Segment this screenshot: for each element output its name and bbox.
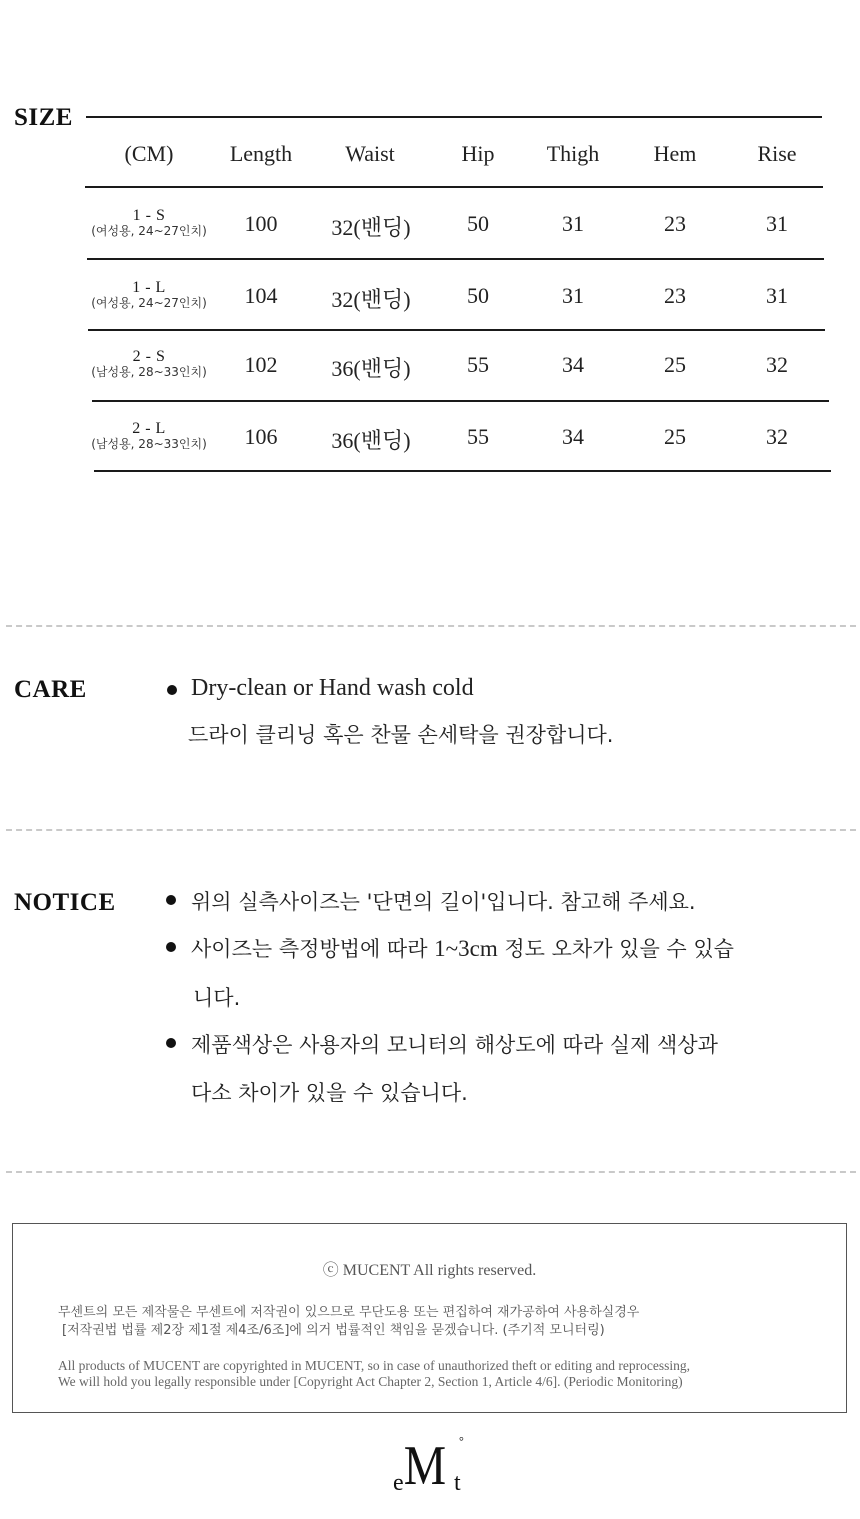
hip-value: 55 — [467, 424, 489, 449]
size-name: 2 - S — [132, 348, 166, 365]
rise-value: 31 — [766, 283, 788, 308]
size-name-cell — [79, 348, 219, 380]
rise-value: 31 — [766, 211, 788, 236]
copyright-box — [12, 1223, 847, 1413]
hem-value: 23 — [664, 211, 686, 236]
copyright-notice-en-2: We will hold you legally responsible under [Copyright Act Chapter 2, Section 1, Article 4/6]. (Periodic Monitoring) — [58, 1374, 683, 1389]
notice-item-2-line-2: 니다. — [193, 986, 241, 1010]
header-hem: Hem — [653, 141, 697, 166]
notice-item-3-line-2: 다소 차이가 있을 수 있습니다. — [191, 1081, 468, 1105]
header-length: Length — [229, 141, 293, 166]
waist-value: 32(밴딩) — [331, 287, 411, 312]
hem-value: 25 — [664, 424, 686, 449]
bullet-dot — [166, 895, 176, 905]
thigh-value: 34 — [562, 424, 584, 449]
section-divider — [6, 625, 856, 627]
size-table-header-rule — [85, 186, 823, 188]
notice-item-2-text-post: 정도 오차가 있을 수 있습 — [497, 937, 734, 961]
logo-degree-mark: ° — [459, 1434, 464, 1448]
waist-value: 36(밴딩) — [331, 356, 411, 381]
notice-item-2-line-1 — [191, 933, 734, 963]
mucent-logo — [390, 1434, 470, 1500]
logo-letter-t: t — [454, 1470, 461, 1496]
waist-value: 32(밴딩) — [331, 215, 411, 240]
bullet-dot — [166, 1038, 176, 1048]
length-value: 100 — [244, 211, 278, 236]
thigh-value: 34 — [562, 352, 584, 377]
copyright-notice-ko-1: 무센트의 모든 제작물은 무센트에 저작권이 있으므로 무단도용 또는 편집하여 재가공하여 사용하실경우 — [58, 1305, 640, 1320]
size-table-bottom-rule — [94, 470, 831, 472]
care-instruction-ko: 드라이 클리닝 혹은 찬물 손세탁을 권장합니다. — [188, 723, 614, 747]
header-waist: Waist — [345, 141, 395, 166]
copyright-notice-ko-2: [저작권법 법률 제2장 제1절 제4조/6조]에 의거 법률적인 책임을 묻겠습니다. (주기적 모니터링) — [62, 1323, 605, 1338]
header-hip: Hip — [461, 141, 495, 166]
size-name-cell — [79, 420, 219, 452]
hip-value: 50 — [467, 283, 489, 308]
rise-value: 32 — [766, 424, 788, 449]
copyright-notice-en-1: All products of MUCENT are copyrighted in MUCENT, so in case of unauthorized theft or editing and reprocessing, — [58, 1358, 690, 1373]
bullet-dot — [166, 942, 176, 952]
size-name-cell — [79, 279, 219, 311]
notice-item-1: 위의 실측사이즈는 '단면의 길이'입니다. 참고해 주세요. — [191, 890, 696, 914]
hem-value: 23 — [664, 283, 686, 308]
size-name: 2 - L — [132, 420, 166, 437]
length-value: 102 — [244, 352, 278, 377]
hip-value: 55 — [467, 352, 489, 377]
notice-item-2-tolerance: 1~3cm — [434, 936, 498, 961]
thigh-value: 31 — [562, 283, 584, 308]
size-note: (남성용, 28~33인치) — [91, 437, 207, 451]
waist-value: 36(밴딩) — [331, 428, 411, 453]
header-cm: (CM) — [124, 141, 174, 166]
size-name-cell — [79, 207, 219, 239]
size-name: 1 - S — [132, 207, 166, 224]
care-instruction-en: Dry-clean or Hand wash cold — [191, 675, 474, 701]
hem-value: 25 — [664, 352, 686, 377]
notice-item-2-text-pre: 사이즈는 측정방법에 따라 — [191, 937, 435, 961]
header-rise: Rise — [757, 141, 797, 166]
size-note: (여성용, 24~27인치) — [91, 296, 207, 310]
length-value: 104 — [244, 283, 278, 308]
length-value: 106 — [244, 424, 278, 449]
size-note: (남성용, 28~33인치) — [91, 365, 207, 379]
logo-letter-m: M — [403, 1435, 447, 1497]
care-section-label: CARE — [14, 676, 87, 703]
row-divider — [88, 329, 825, 331]
header-thigh: Thigh — [546, 141, 600, 166]
bullet-dot — [167, 685, 177, 695]
hip-value: 50 — [467, 211, 489, 236]
rise-value: 32 — [766, 352, 788, 377]
row-divider — [92, 400, 829, 402]
logo-letter-e: e — [393, 1470, 404, 1496]
copyright-line: ⓒ MUCENT All rights reserved. — [322, 1262, 537, 1279]
size-table-top-rule — [86, 116, 822, 118]
thigh-value: 31 — [562, 211, 584, 236]
section-divider — [6, 829, 856, 831]
row-divider — [87, 258, 824, 260]
section-divider — [6, 1171, 856, 1173]
size-name: 1 - L — [132, 279, 166, 296]
notice-item-3-line-1: 제품색상은 사용자의 모니터의 해상도에 따라 실제 색상과 — [191, 1033, 718, 1057]
notice-section-label: NOTICE — [14, 889, 116, 916]
size-note: (여성용, 24~27인치) — [91, 224, 207, 238]
size-section-label: SIZE — [14, 104, 73, 131]
